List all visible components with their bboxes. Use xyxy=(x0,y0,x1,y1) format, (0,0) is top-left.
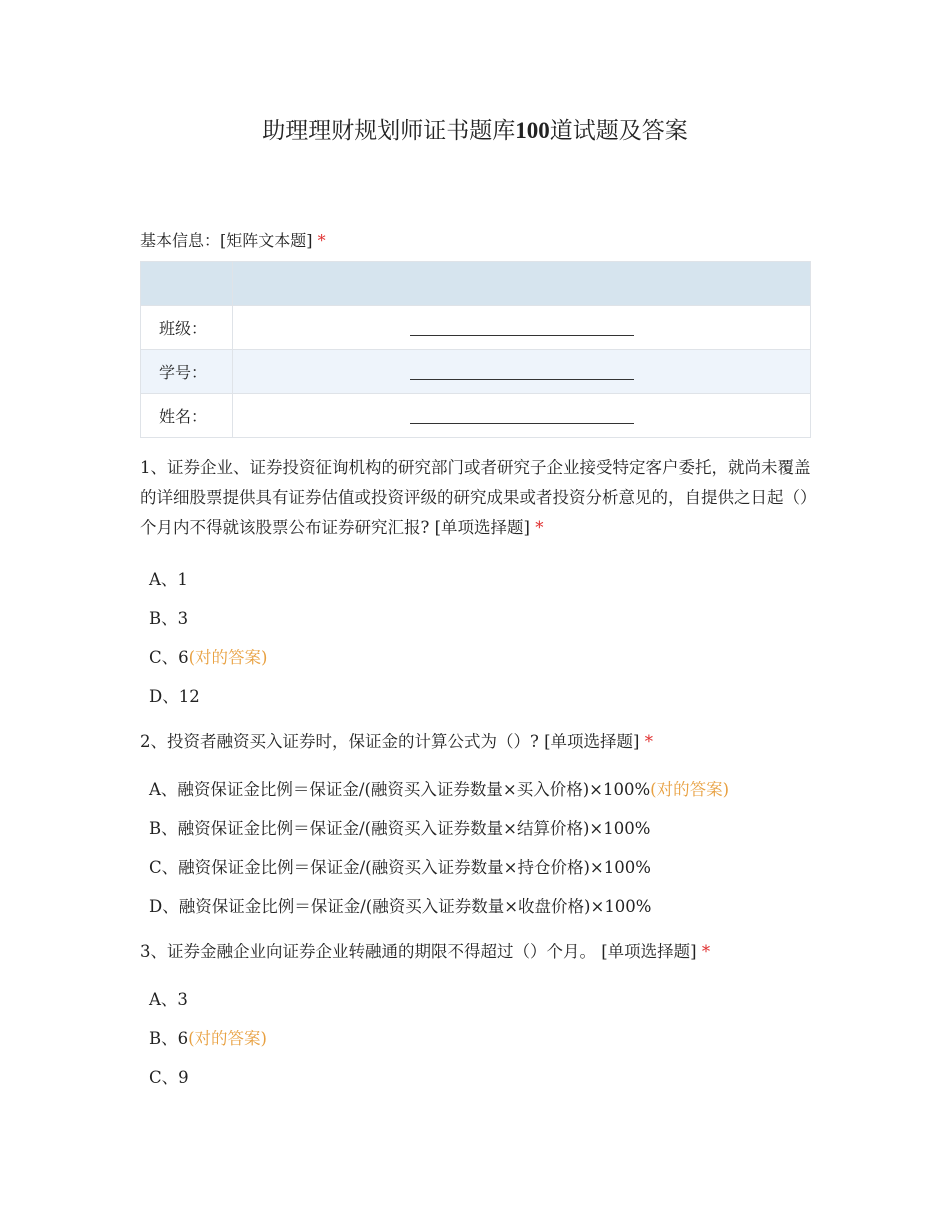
name-input[interactable] xyxy=(233,394,811,438)
matrix-row-name xyxy=(141,394,811,438)
document-title xyxy=(0,112,950,145)
correct-answer-mark: (对的答案) xyxy=(188,648,268,667)
question-3 xyxy=(140,937,815,967)
required-mark: * xyxy=(701,942,711,961)
option-text: B、3 xyxy=(149,609,189,628)
required-mark: * xyxy=(317,231,326,250)
option-text: A、1 xyxy=(149,570,188,589)
title-number: 100 xyxy=(515,118,550,143)
blank-line xyxy=(410,409,634,424)
option-text: C、9 xyxy=(149,1068,189,1087)
blank-line xyxy=(410,365,634,380)
question-text: 3、证券金融企业向证券企业转融通的期限不得超过（）个月。 [单项选择题] xyxy=(140,942,697,961)
title-suffix: 道试题及答案 xyxy=(549,118,688,144)
option-3c[interactable] xyxy=(149,1067,189,1089)
matrix-row-label: 班级： xyxy=(141,306,233,350)
required-mark: * xyxy=(644,732,653,751)
matrix-row-label: 学号： xyxy=(141,350,233,394)
option-3b[interactable] xyxy=(149,1028,267,1050)
option-text: B、6 xyxy=(149,1029,189,1048)
option-1b[interactable] xyxy=(149,608,188,630)
option-text: C、6 xyxy=(149,648,189,667)
matrix-row-student-id xyxy=(141,350,811,394)
matrix-header-cell xyxy=(233,262,811,306)
question-2 xyxy=(140,727,815,757)
class-input[interactable] xyxy=(233,306,811,350)
question-1 xyxy=(140,453,815,543)
option-text: A、融资保证金比例＝保证金/(融资买入证券数量×买入价格)×100% xyxy=(149,780,651,799)
matrix-row-class xyxy=(141,306,811,350)
option-2d[interactable] xyxy=(149,896,652,918)
title-prefix: 助理理财规划师证书题库 xyxy=(262,118,516,144)
matrix-row-label: 姓名： xyxy=(141,394,233,438)
required-mark: * xyxy=(535,518,544,537)
option-2a[interactable] xyxy=(149,779,729,801)
correct-answer-mark: (对的答案) xyxy=(650,780,730,799)
option-text: B、融资保证金比例＝保证金/(融资买入证券数量×结算价格)×100% xyxy=(149,819,651,838)
basic-info-matrix xyxy=(140,261,811,438)
blank-line xyxy=(410,321,634,336)
basic-info-label xyxy=(140,228,326,251)
option-1a[interactable] xyxy=(149,569,188,591)
student-id-input[interactable] xyxy=(233,350,811,394)
option-text: D、融资保证金比例＝保证金/(融资买入证券数量×收盘价格)×100% xyxy=(149,897,652,916)
question-text: 1、证券企业、证券投资征询机构的研究部门或者研究子企业接受特定客户委托，就尚未覆盖的详细股票提供具有证券估值或投资评级的研究成果或者投资分析意见的，自提供之日起（）个月内不得就该股票公布证券研究汇报? [单项选择题] xyxy=(140,458,811,537)
matrix-header-row xyxy=(141,262,811,306)
option-text: D、12 xyxy=(149,687,200,706)
option-1c[interactable] xyxy=(149,647,268,669)
option-1d[interactable] xyxy=(149,686,200,708)
option-2b[interactable] xyxy=(149,818,650,840)
basic-info-text: 基本信息：[矩阵文本题] xyxy=(140,231,313,250)
matrix-header-cell xyxy=(141,262,233,306)
option-3a[interactable] xyxy=(149,989,188,1011)
correct-answer-mark: (对的答案) xyxy=(188,1029,267,1048)
option-2c[interactable] xyxy=(149,857,651,879)
question-text: 2、投资者融资买入证券时，保证金的计算公式为（）? [单项选择题] xyxy=(140,732,640,751)
option-text: C、融资保证金比例＝保证金/(融资买入证券数量×持仓价格)×100% xyxy=(149,858,651,877)
option-text: A、3 xyxy=(149,990,188,1009)
